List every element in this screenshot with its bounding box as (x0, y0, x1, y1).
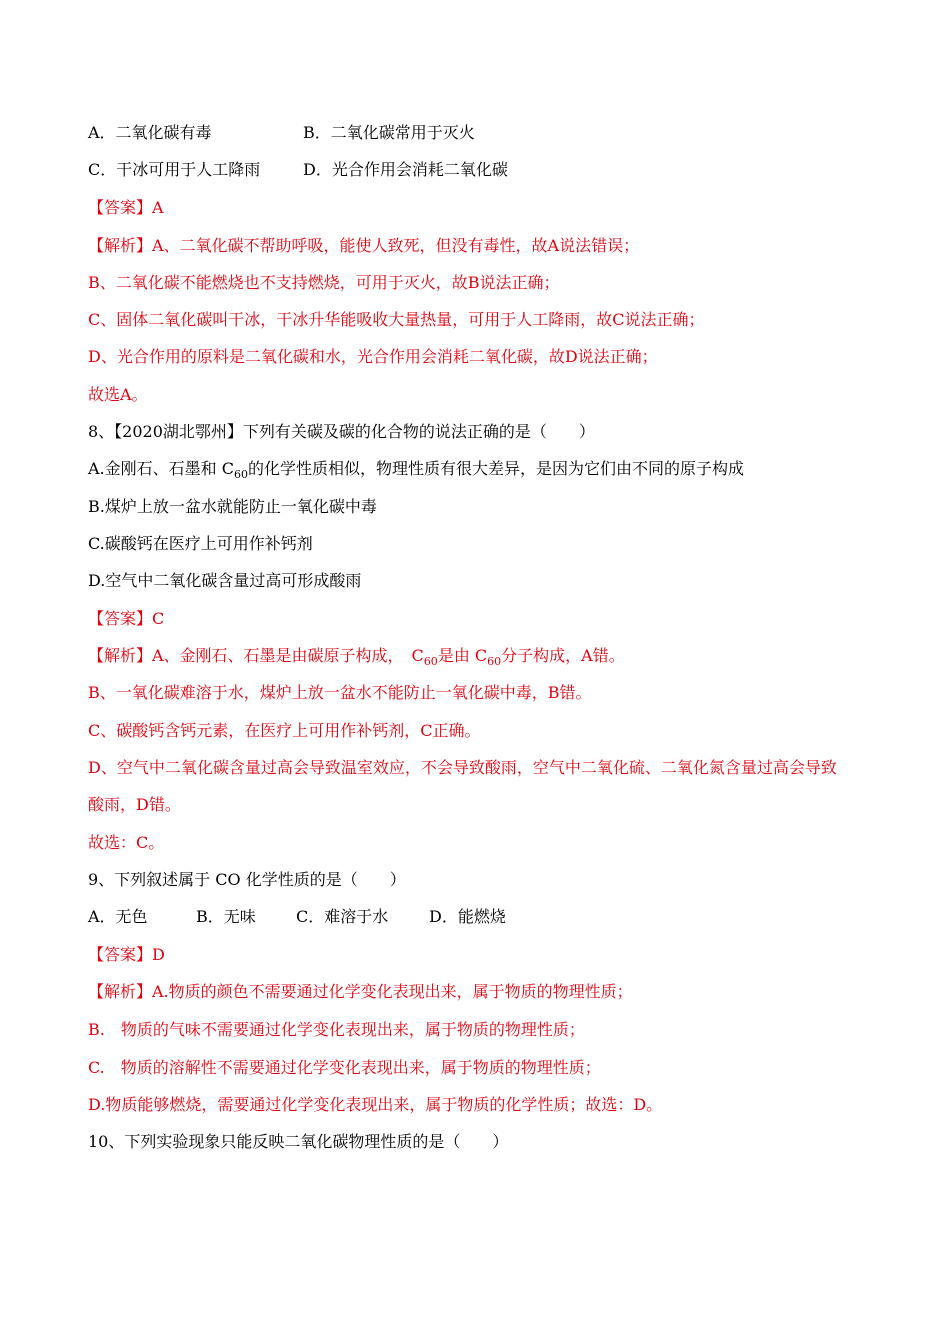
q7-analysis-line: D、光合作用的原料是二氧化碳和水，光合作用会消耗二氧化碳，故D说法正确； (88, 347, 658, 366)
q8-option-a (88, 458, 744, 482)
q8-option-b: B.煤炉上放一盆水就能防止一氧化碳中毒 (88, 497, 377, 516)
q7-analysis-line: B、二氧化碳不能燃烧也不支持燃烧，可用于灭火，故B说法正确； (88, 273, 560, 292)
q8-stem: 8、【2020湖北鄂州】下列有关碳及碳的化合物的说法正确的是（ ） (88, 422, 595, 441)
q7-analysis-line: 【解析】A、二氧化碳不帮助呼吸，能使人致死，但没有毒性，故A说法错误； (88, 236, 640, 255)
q9-option-d: D．能燃烧 (429, 907, 506, 926)
q8-option-a-post: 的化学性质相似，物理性质有很大差异，是因为它们由不同的原子构成 (247, 459, 744, 478)
q9-analysis-line: D.物质能够燃烧，需要通过化学变化表现出来，属于物质的化学性质；故选：D。 (88, 1095, 663, 1114)
q8-option-c: C.碳酸钙在医疗上可用作补钙剂 (88, 534, 313, 553)
q9-option-a: A．无色 (88, 907, 148, 926)
q8-answer: 【答案】C (88, 609, 165, 628)
q8-analysis-a-sub2: 60 (487, 655, 502, 668)
q8-analysis-a-post: 分子构成，A错。 (501, 646, 625, 665)
q9-answer: 【答案】D (88, 945, 165, 964)
q8-option-d: D.空气中二氧化碳含量过高可形成酸雨 (88, 571, 362, 590)
q7-option-c: C．干冰可用于人工降雨 (88, 160, 261, 179)
q9-analysis-line: C. 物质的溶解性不需要通过化学变化表现出来，属于物质的物理性质； (88, 1058, 601, 1077)
q7-option-row-2 (88, 159, 260, 181)
q7-option-b: B．二氧化碳常用于灭火 (303, 123, 475, 142)
q8-analysis-a-mid: 是由 C (437, 646, 488, 665)
q7-option-d-wrap (303, 159, 508, 181)
q8-analysis-line: B、一氧化碳难溶于水，煤炉上放一盆水不能防止一氧化碳中毒，B错。 (88, 683, 592, 702)
q7-option-b-wrap (303, 122, 475, 144)
q8-analysis-line: D、空气中二氧化碳含量过高会导致温室效应，不会导致酸雨，空气中二氧化硫、二氧化氮含量过高会导致 (88, 758, 837, 777)
q9-analysis-line: 【解析】A.物质的颜色不需要通过化学变化表现出来，属于物质的物理性质； (88, 982, 633, 1001)
q10-stem: 10、下列实验现象只能反映二氧化碳物理性质的是（ ） (88, 1132, 509, 1151)
q8-analysis-a (88, 645, 625, 669)
q9-option-c: C．难溶于水 (296, 907, 389, 926)
q8-analysis-line: C、碳酸钙含钙元素，在医疗上可用作补钙剂，C正确。 (88, 721, 481, 740)
q7-option-row-1 (88, 122, 212, 144)
q8-analysis-line: 酸雨，D错。 (88, 795, 181, 814)
q7-option-d: D．光合作用会消耗二氧化碳 (303, 160, 508, 179)
q9-stem: 9、下列叙述属于 CO 化学性质的是（ ） (88, 870, 406, 889)
q7-option-a: A．二氧化碳有毒 (88, 123, 212, 142)
q7-analysis-line: C、固体二氧化碳叫干冰，干冰升华能吸收大量热量，可用于人工降雨，故C说法正确； (88, 310, 705, 329)
q7-analysis-line: 故选A。 (88, 385, 148, 404)
q9-analysis-line: B. 物质的气味不需要通过化学变化表现出来，属于物质的物理性质； (88, 1020, 585, 1039)
q8-analysis-a-pre: 【解析】A、金刚石、石墨是由碳原子构成， C (88, 646, 424, 665)
q8-option-a-sub: 60 (233, 468, 248, 481)
q8-analysis-a-sub1: 60 (423, 655, 438, 668)
q9-option-b: B．无味 (196, 907, 256, 926)
q8-analysis-line: 故选：C。 (88, 833, 165, 852)
q7-answer: 【答案】A (88, 198, 164, 217)
q8-option-a-pre: A.金刚石、石墨和 C (88, 459, 234, 478)
